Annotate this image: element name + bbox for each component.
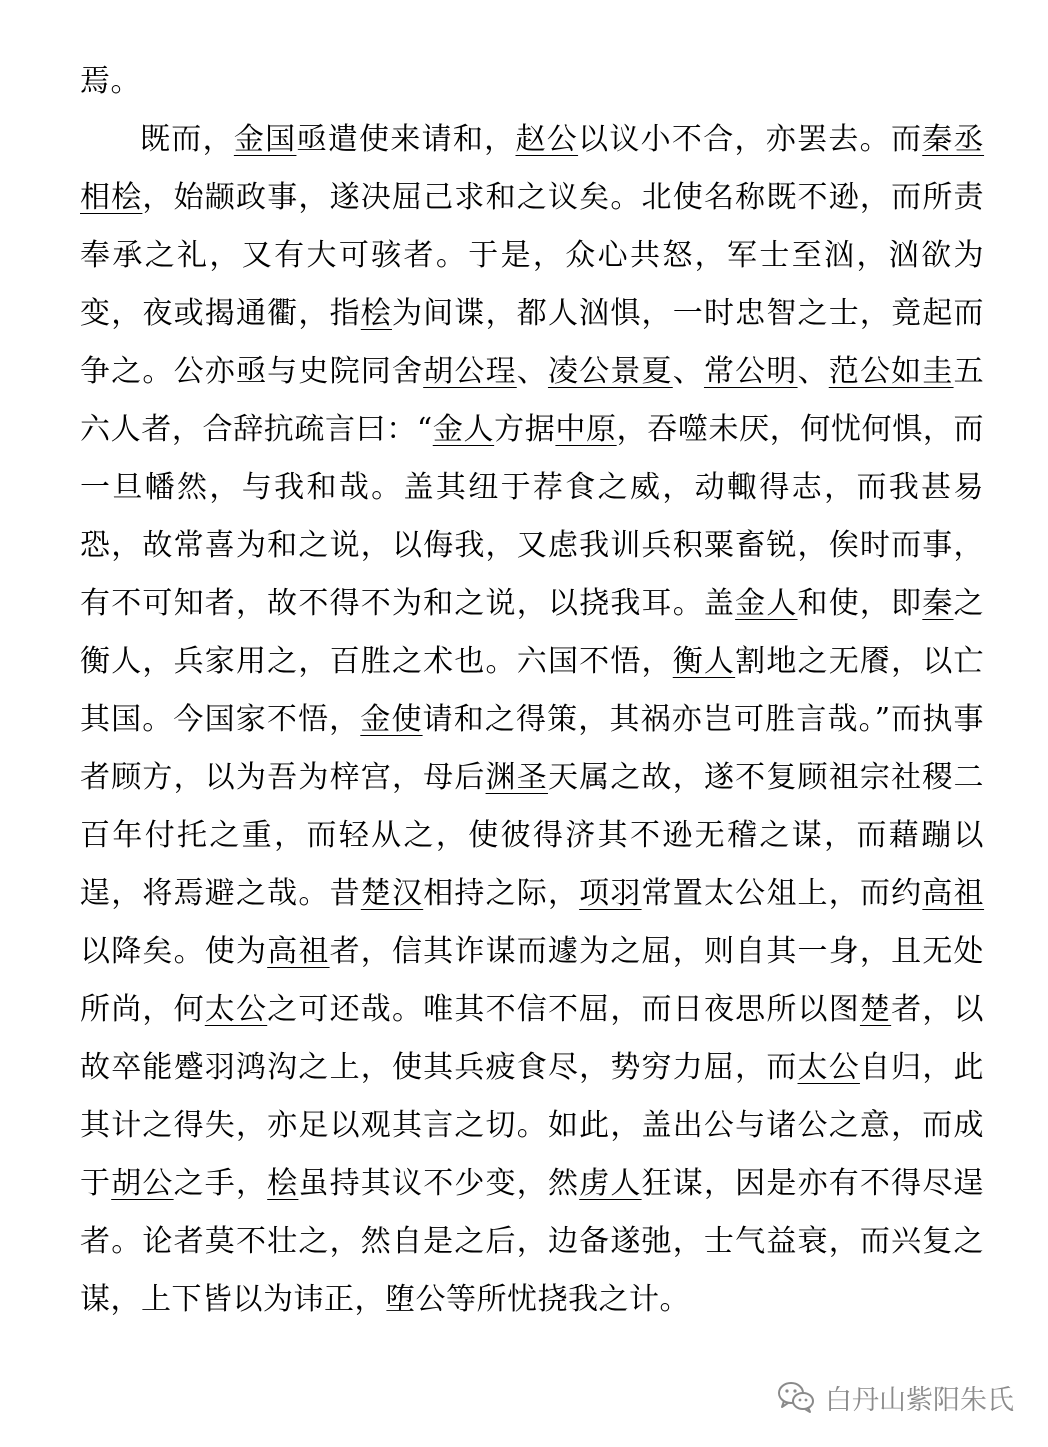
text-segment: 、	[797, 354, 829, 389]
underlined-name: 金使	[360, 702, 423, 737]
text-segment: 为间谍，都人汹惧，一时忠智之士，竟起而争之。公亦亟与史院同舍	[80, 296, 985, 389]
underlined-name: 项羽	[579, 876, 642, 911]
text-segment: 既而，	[140, 122, 234, 157]
underlined-name: 金人	[735, 586, 798, 621]
text-segment: 自归，此其计之得失，亦足以观其言之切。如此，盖出公与诸公之意，而成于	[80, 1050, 985, 1201]
underlined-name: 常公明	[703, 354, 798, 389]
text-segment: 、	[516, 354, 548, 389]
text-segment: 者，以故卒能蹙羽鸿沟之上，使其兵疲食尽，势穷力屈，而	[80, 992, 985, 1085]
text-segment: 五六人者，合辞抗疏言曰：“	[80, 354, 985, 447]
watermark	[777, 1377, 1014, 1417]
text-segment: 之衡人，兵家用之，百胜之术也。六国不悟，	[80, 586, 985, 679]
underlined-name: 楚汉	[360, 876, 424, 911]
underlined-name: 中原	[555, 412, 617, 447]
underlined-name: 金国	[233, 122, 297, 157]
underlined-name: 太公	[797, 1050, 860, 1085]
underlined-name: 高祖	[267, 934, 330, 969]
text-segment: 亟遣使来请和，	[296, 122, 516, 157]
text-segment: ，始颛政事，遂决屈己求和之议矣。北使名称既不逊，而所责奉承之礼，又有大可骇者。于是，众心共怒，军士至汹，汹欲为变，夜或揭通衢，指	[80, 180, 985, 331]
underlined-name: 凌公景夏	[547, 354, 673, 389]
underlined-name: 秦丞相桧	[80, 122, 985, 215]
text-segment: 之可还哉。唯其不信不屈，而日夜思所以图	[267, 992, 860, 1027]
underlined-name: 胡公珵	[423, 354, 517, 389]
text-segment: 相持之际，	[423, 876, 580, 911]
paragraph-2	[80, 111, 984, 1329]
underlined-name: 桧	[360, 296, 392, 331]
underlined-name: 桧	[267, 1166, 299, 1201]
wechat-icon	[777, 1380, 815, 1414]
text-segment: 方据	[494, 412, 556, 447]
text-segment: 常置太公俎上，而约	[641, 876, 923, 911]
text-segment: 和使，即	[797, 586, 923, 621]
text-segment: 虽持其议不少变，然	[298, 1166, 580, 1201]
underlined-name: 金人	[432, 412, 495, 447]
underlined-name: 虏人	[579, 1166, 642, 1201]
text-segment: 、	[672, 354, 704, 389]
paragraph-1: 焉。	[80, 64, 141, 99]
underlined-name: 衡人	[672, 644, 736, 679]
text-segment: ，吞噬未厌，何忧何惧，而一旦幡然，与我和哉。盖其纽于荐食之威，动輙得志，而我甚易恐，故常喜为和之说，以侮我，又虑我训兵积粟畜锐，俟时而事，有不可知者，故不得不为和之说，以挠我耳。盖	[80, 412, 985, 621]
underlined-name: 渊圣	[485, 760, 548, 795]
text-segment: 之手，	[173, 1166, 268, 1201]
underlined-name: 胡公	[111, 1166, 174, 1201]
text-segment: 以降矣。使为	[80, 934, 268, 969]
text-segment: 割地之无餍，以亡其国。今国家不悟，	[80, 644, 985, 737]
underlined-name: 太公	[204, 992, 268, 1027]
text-segment: 请和之得策，其祸亦岂可胜言哉。”而执事者顾方，以为吾为梓宫，母后	[80, 702, 985, 795]
underlined-name: 秦	[922, 586, 954, 621]
underlined-name: 赵公	[515, 122, 579, 157]
text-segment: 以议小不合，亦罢去。而	[578, 122, 923, 157]
underlined-name: 楚	[859, 992, 892, 1027]
watermark-text: 白丹山紫阳朱氏	[825, 1384, 1014, 1416]
text-segment: 者，信其诈谋而遽为之屈，则自其一身，且无处所尚，何	[80, 934, 985, 1027]
underlined-name: 高祖	[922, 876, 985, 911]
text-segment: 天属之故，遂不复顾祖宗社稷二百年付托之重，而轻从之，使彼得济其不逊无稽之谋，而藉蹦以逞，将焉避之哉。昔	[80, 760, 985, 911]
text-segment: 狂谋，因是亦有不得尽逞者。论者莫不壮之，然自是之后，边备遂弛，士气益衰，而兴复之谋，上下皆以为讳正，堕公等所忧挠我之计。	[80, 1166, 985, 1317]
underlined-name: 范公如圭	[828, 354, 954, 389]
